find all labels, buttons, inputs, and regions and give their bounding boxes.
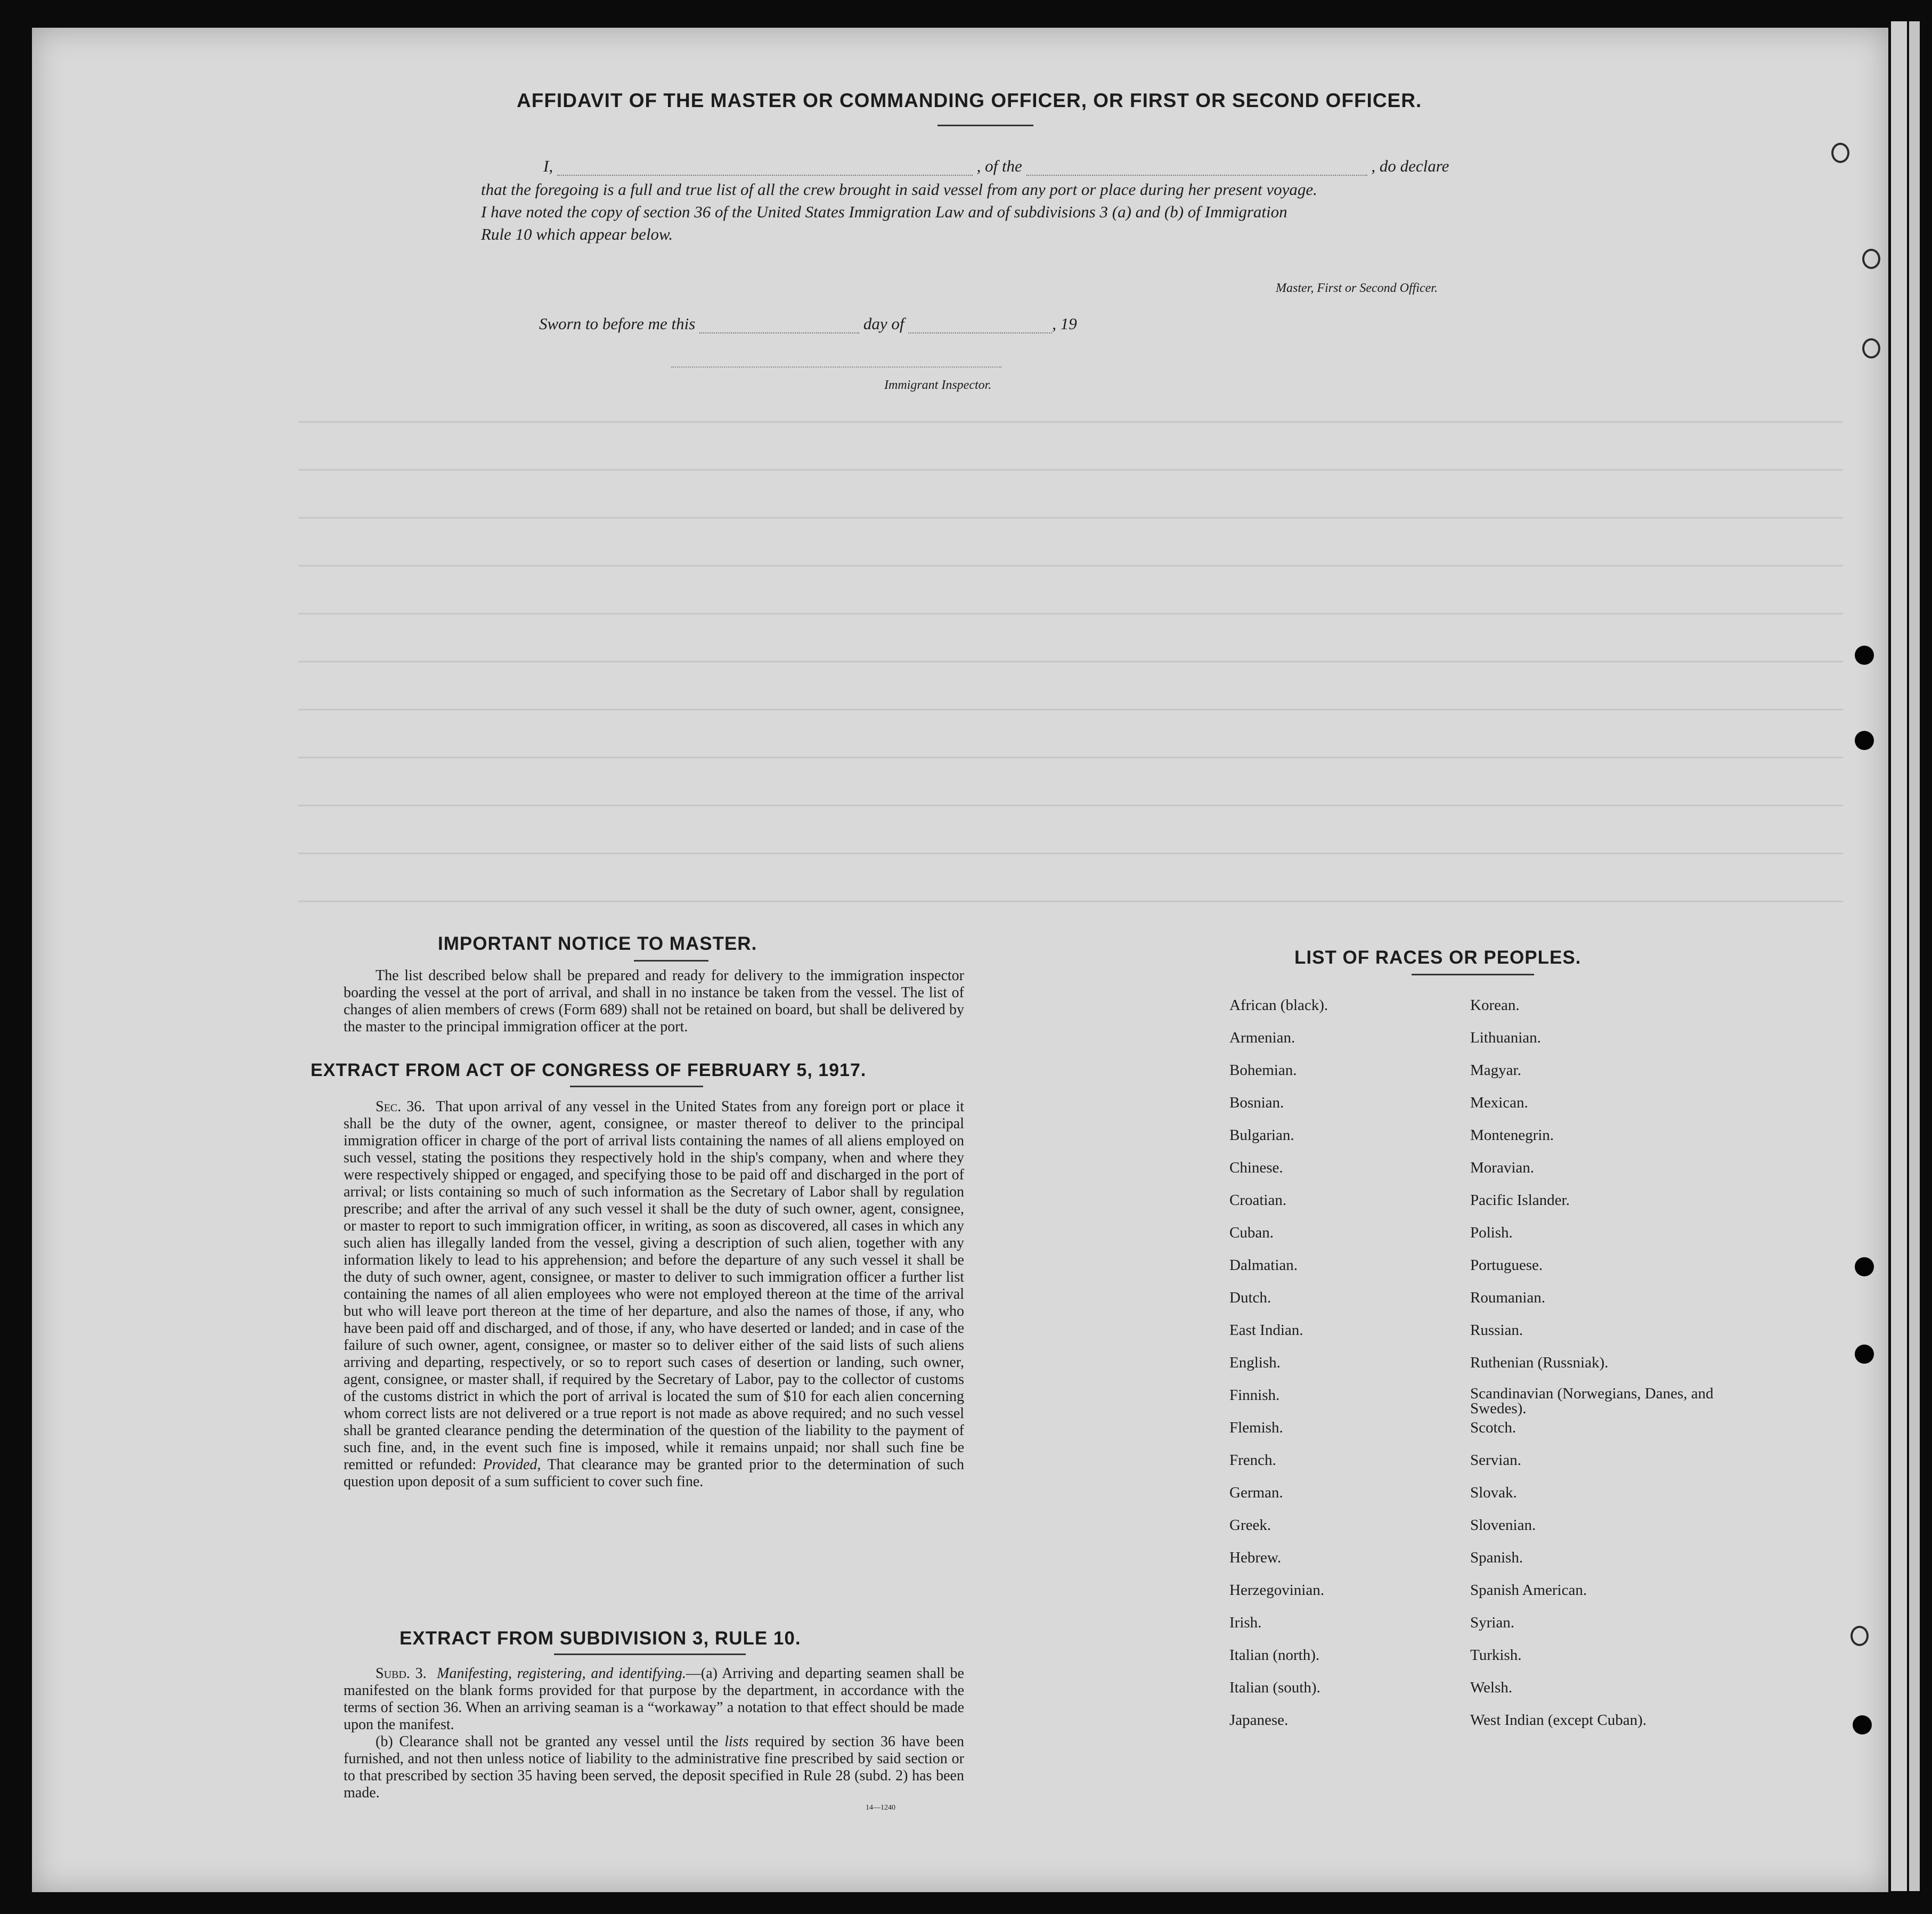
race-item: Mexican. [1470, 1094, 1528, 1111]
affidavit-line-4: Rule 10 which appear below. [481, 225, 673, 243]
punch-hole [1855, 646, 1874, 665]
race-item: Roumanian. [1470, 1289, 1545, 1306]
race-item: Lithuanian. [1470, 1029, 1541, 1046]
race-item: Korean. [1470, 997, 1520, 1014]
act-extract-title-rule [570, 1086, 703, 1087]
punch-hole-ring [1862, 249, 1880, 269]
races-title-rule [1412, 974, 1534, 975]
rule-para-b-lists: lists [724, 1733, 749, 1750]
race-item: Dalmatian. [1229, 1257, 1298, 1274]
affidavit-declare-label: , do declare [1371, 157, 1449, 175]
race-item: Bulgarian. [1229, 1127, 1294, 1144]
vessel-field[interactable] [1026, 175, 1367, 176]
race-item: Slovak. [1470, 1484, 1517, 1501]
act-text: That upon arrival of any vessel in the United States from any foreign port or place it shall be the duty of the owner, agent, consignee, or master thereof to deliver to the principal immigration officer in charge of the port of arrival lists containing the names of all aliens employed on such vessel, stating the positions they respectively hold in the ship's company, when and where they were respectively shipped or engaged, and specifying those to be paid off and discharged in the port of arrival; or lists containing so much of such information as the Secretary of Labor shall by regulation prescribe; and after the arrival of any such vessel it shall be the duty of such owner, agent, consignee, or master to report to such immigration officer, in writing, as soon as discovered, all cases in which any such alien has illegally landed from the vessel, giving a description of such alien, together with any information likely to lead to his apprehension; and before the departure of any such vessel it shall be the duty of such owner, agent, consignee, or master to deliver to such immigration officer a further list containing the names of all alien employees who were not employed thereon at the time of the arrival but who will leave port thereon at the time of her departure, and also the names of those, if any, who have been paid off and discharged, and of those, if any, who have deserted or landed; and in case of the failure of such owner, agent, consignee, or master so to deliver either of the said lists of such aliens arriving and departing, respectively, or so to report such cases of desertion or landing, such owner, agent, consignee, or master shall, if required by the Secretary of Labor, pay to the collector of customs of the customs district in which the port of arrival is located the sum of $10 for each alien concerning whom correct lists are not delivered or a true report is not made as above required; and no such vessel shall be granted clearance pending the determination of the question of the liability to the payment of such fine, and, in the event such fine is imposed, while it remains unpaid; nor shall such fine be remitted or refunded: [344, 1098, 965, 1473]
races-right-column [1470, 996, 1721, 1744]
page-edge-right-2 [1909, 21, 1920, 1891]
race-item: German. [1229, 1484, 1283, 1501]
notice-title: IMPORTANT NOTICE TO MASTER. [438, 933, 757, 954]
races-left-column [1229, 996, 1328, 1744]
affidavit-line-3: I have noted the copy of section 36 of the United States Immigration Law and of subdivisions 3 (a) and (b) of Immigration [481, 202, 1287, 221]
rule-para-a: —(a) Arriving and departing seamen shall be manifested on the blank forms provided for that purpose by the department, in accordance with the terms of section 36. When an arriving seaman is a “workaway” a notation to that effect should be made upon the manifest. [344, 1665, 964, 1733]
race-item: Bohemian. [1229, 1062, 1297, 1079]
race-item: Pacific Islander. [1470, 1192, 1570, 1209]
race-item: Cuban. [1229, 1224, 1274, 1241]
race-item: Montenegrin. [1470, 1127, 1554, 1144]
race-item: Italian (north). [1229, 1647, 1320, 1664]
race-item: Irish. [1229, 1614, 1262, 1631]
notice-text: The list described below shall be prepared and ready for delivery to the immigration inspector boarding the vessel at the port of arrival, and shall in no instance be taken from the vessel. The list of changes of alien members of crews (Form 689) shall not be retained on board, but shall be delivered by the master to the principal immigration officer at the port. [344, 967, 964, 1035]
race-item: Scandinavian (Norwegians, Danes, and Swedes). [1470, 1385, 1714, 1417]
race-item: Croatian. [1229, 1192, 1287, 1209]
race-item: Syrian. [1470, 1614, 1514, 1631]
races-title: LIST OF RACES OR PEOPLES. [1294, 947, 1582, 968]
sworn-line [539, 314, 1077, 333]
affidavit-title-rule [938, 125, 1033, 126]
rule-text-block [344, 1665, 964, 1802]
inspector-label: Immigrant Inspector. [884, 378, 992, 392]
race-item: Russian. [1470, 1322, 1523, 1339]
race-item: Chinese. [1229, 1159, 1283, 1176]
section-label: Sec. 36. [376, 1098, 426, 1115]
race-item: English. [1229, 1354, 1281, 1371]
rule-paragraph-b [344, 1733, 964, 1802]
race-item: African (black). [1229, 997, 1328, 1014]
inspector-signature-line[interactable] [671, 366, 1001, 368]
document-page [32, 28, 1888, 1892]
punch-hole-ring [1862, 338, 1880, 359]
race-item: Finnish. [1229, 1387, 1280, 1404]
punch-hole [1855, 731, 1874, 750]
race-item: Spanish. [1470, 1549, 1523, 1566]
day-of-label: day of [863, 314, 904, 333]
sworn-day-field[interactable] [699, 332, 859, 333]
race-item: Hebrew. [1229, 1549, 1282, 1566]
page-edge-right [1891, 21, 1907, 1891]
affidavit-line-2: that the foregoing is a full and true list of all the crew brought in said vessel from any port or place during her present voyage. [481, 180, 1317, 199]
race-item: Scotch. [1470, 1419, 1517, 1436]
race-item: West Indian (except Cuban). [1470, 1712, 1647, 1729]
provided-label: Provided, [483, 1456, 541, 1473]
race-item: French. [1229, 1452, 1276, 1469]
act-extract-title: EXTRACT FROM ACT OF CONGRESS OF FEBRUARY 5, 1917. [311, 1060, 867, 1080]
punch-hole [1855, 1257, 1874, 1276]
race-item: Spanish American. [1470, 1582, 1587, 1599]
race-item: Flemish. [1229, 1419, 1283, 1436]
act-text-end: That clearance may be granted prior to the determination of such question upon deposit of a sum sufficient to cover such fine. [344, 1456, 965, 1490]
affidavit-of-the-label: , of the [976, 157, 1022, 175]
punch-hole [1855, 1345, 1874, 1364]
race-item: Italian (south). [1229, 1679, 1320, 1696]
race-item: Moravian. [1470, 1159, 1534, 1176]
affidavit-line-1 [543, 157, 1545, 176]
notice-title-rule [634, 960, 708, 962]
rule-extract-title: EXTRACT FROM SUBDIVISION 3, RULE 10. [400, 1628, 801, 1649]
race-item: Ruthenian (Russniak). [1470, 1354, 1609, 1371]
sworn-month-field[interactable] [908, 332, 1052, 333]
sworn-label: Sworn to before me this [539, 314, 696, 333]
race-item: Portuguese. [1470, 1257, 1543, 1274]
affidavit-title: AFFIDAVIT OF THE MASTER OR COMMANDING OFFICER, OR FIRST OR SECOND OFFICER. [517, 89, 1422, 111]
race-item: Slovenian. [1470, 1517, 1536, 1534]
race-item: Magyar. [1470, 1062, 1521, 1079]
rule-extract-title-rule [554, 1654, 746, 1655]
race-item: Polish. [1470, 1224, 1513, 1241]
race-item: Greek. [1229, 1517, 1271, 1534]
name-field[interactable] [557, 175, 973, 176]
year-label: , 19 [1052, 314, 1077, 333]
form-number: 14—1240 [866, 1804, 895, 1812]
race-item: Armenian. [1229, 1029, 1295, 1046]
race-item: Welsh. [1470, 1679, 1513, 1696]
act-paragraph [344, 1098, 964, 1491]
punch-hole [1853, 1715, 1872, 1734]
notice-text-block [344, 967, 964, 1036]
master-signature-label: Master, First or Second Officer. [1276, 281, 1438, 295]
race-item: Turkish. [1470, 1647, 1522, 1664]
rule-para-b-2: required by section 36 have been furnished, and not then unless notice of liability to the administrative fine prescribed by said section or to that prescribed by section 35 having been served, the deposit specified in Rule 28 (subd. 2) has been made. [344, 1733, 965, 1801]
rule-para-b-1: (b) Clearance shall not be granted any vessel until the [376, 1733, 719, 1750]
race-item: Servian. [1470, 1452, 1521, 1469]
punch-hole-ring [1831, 143, 1849, 163]
subd-label: Subd. 3. [376, 1665, 427, 1682]
race-item: Herzegovinian. [1229, 1582, 1324, 1599]
act-text-block [344, 1098, 964, 1491]
race-item: East Indian. [1229, 1322, 1303, 1339]
affidavit-i-label: I, [543, 157, 553, 175]
punch-hole-ring [1851, 1626, 1869, 1646]
race-item: Japanese. [1229, 1712, 1289, 1729]
race-item: Bosnian. [1229, 1094, 1284, 1111]
rule-paragraph-a [344, 1665, 964, 1733]
subd-heading: Manifesting, registering, and identifying. [437, 1665, 686, 1682]
race-item: Dutch. [1229, 1289, 1271, 1306]
